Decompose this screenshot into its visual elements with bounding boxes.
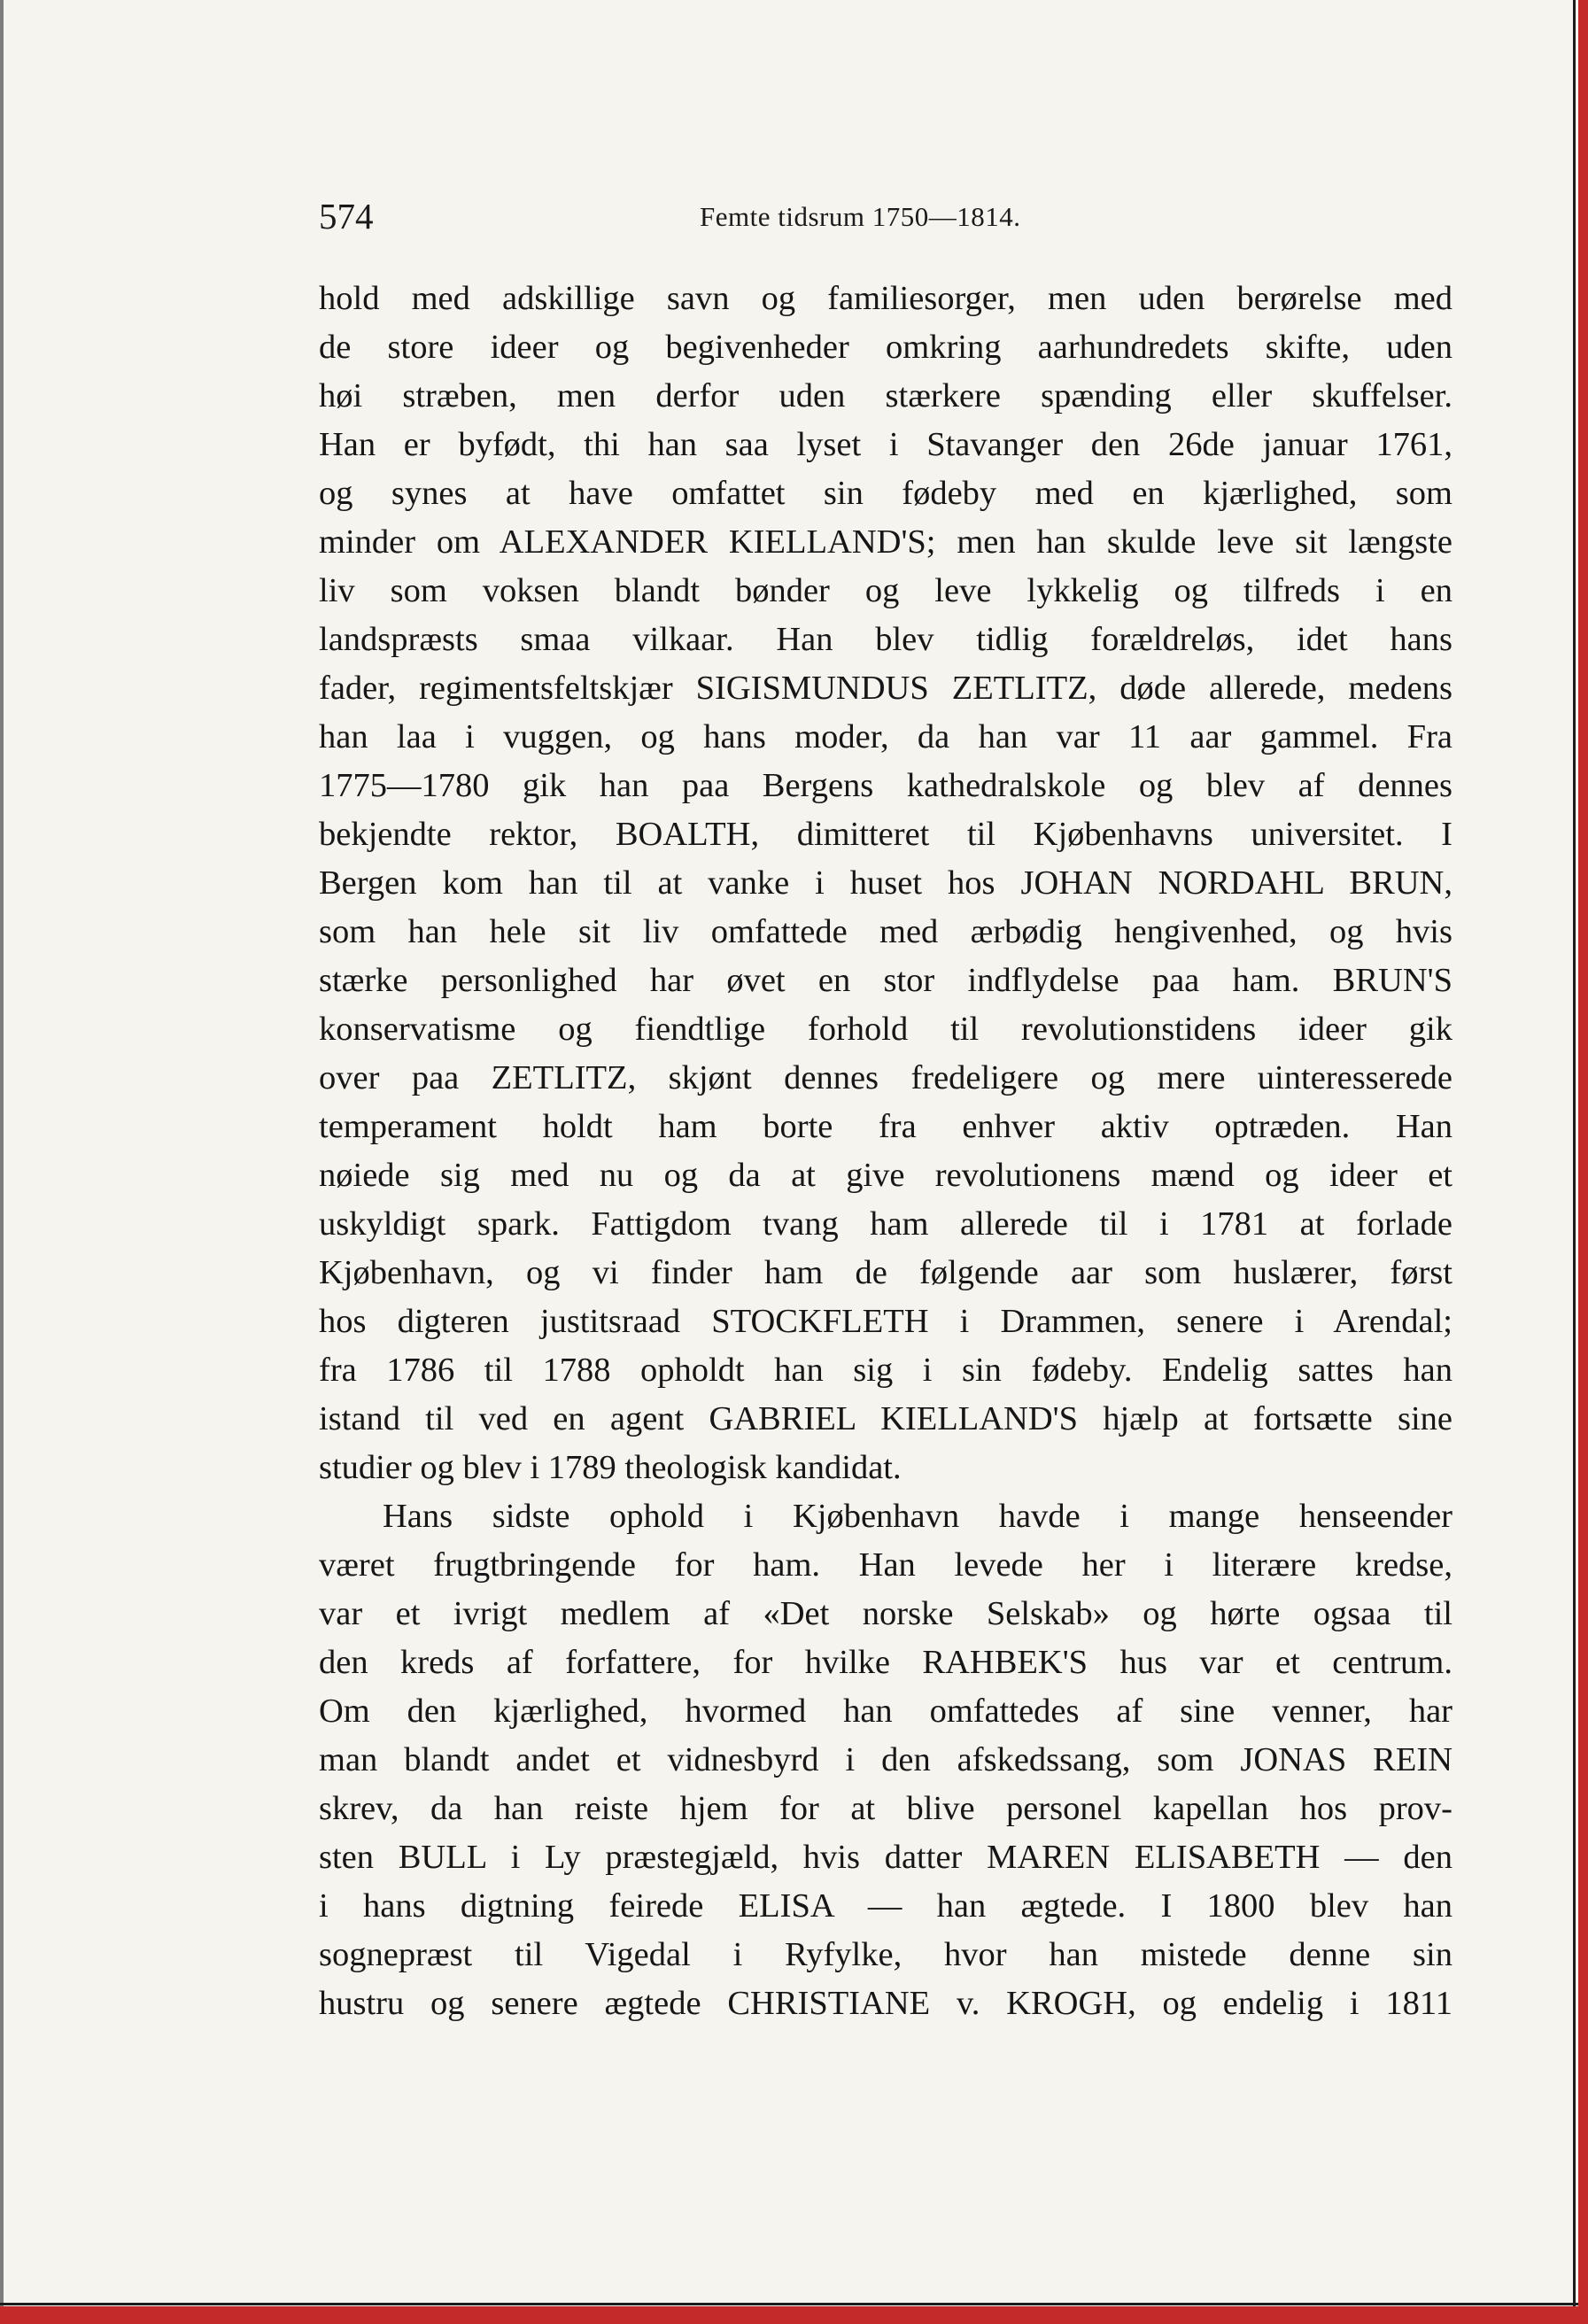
text-line: nøiede sig med nu og da at give revolutionens mænd og ideer et [319,1157,1452,1194]
running-title: Femte tidsrum 1750—1814. [700,201,1021,232]
text-line: 1775—1780 gik han paa Bergens kathedralskole og blev af dennes [319,767,1452,804]
text-line: sten BULL i Ly præstegjæld, hvis datter MAREN ELISABETH — den [319,1839,1452,1876]
text-line: de store ideer og begivenheder omkring aarhundredets skifte, uden [319,329,1452,366]
text-line: hold med adskillige savn og familiesorger, men uden berørelse med [319,280,1452,317]
paragraph-2 [319,1492,1452,2028]
text-line: istand til ved en agent GABRIEL KIELLAND'S hjælp at fortsætte sine [319,1400,1452,1437]
text-line: sognepræst til Vigedal i Ryfylke, hvor han mistede denne sin [319,1936,1452,1973]
text-line: Bergen kom han til at vanke i huset hos JOHAN NORDAHL BRUN, [319,864,1452,902]
text-line: og synes at have omfattet sin fødeby med en kjærlighed, som [319,475,1452,512]
text-line: liv som voksen blandt bønder og leve lykkelig og tilfreds i en [319,572,1452,609]
text-line: konservatisme og fiendtlige forhold til revolutionstidens ideer gik [319,1011,1452,1048]
text-line: Hans sidste ophold i Kjøbenhavn havde i mange henseender [383,1498,1452,1535]
text-line: fra 1786 til 1788 opholdt han sig i sin fødeby. Endelig sattes han [319,1352,1452,1389]
body-text [319,275,1452,2028]
text-line: Om den kjærlighed, hvormed han omfattedes af sine venner, har [319,1693,1452,1730]
text-line: fader, regimentsfeltskjær SIGISMUNDUS ZETLITZ, døde allerede, medens [319,670,1452,707]
page-header [319,190,1452,243]
text-line: landspræsts smaa vilkaar. Han blev tidlig forældreløs, idet hans [319,621,1452,658]
text-line: studier og blev i 1789 theologisk kandidat. [319,1449,902,1486]
paragraph-1 [319,275,1452,1492]
text-line: uskyldigt spark. Fattigdom tvang ham allerede til i 1781 at forlade [319,1205,1452,1243]
page-left-shadow [0,0,4,2306]
text-line: i hans digtning feirede ELISA — han ægtede. I 1800 blev han [319,1887,1452,1925]
text-line: han laa i vuggen, og hans moder, da han var 11 aar gammel. Fra [319,718,1452,755]
text-line: stærke personlighed har øvet en stor indflydelse paa ham. BRUN'S [319,962,1452,999]
text-line: skrev, da han reiste hjem for at blive personel kapellan hos prov- [319,1790,1452,1827]
text-line: været frugtbringende for ham. Han levede her i literære kredse, [319,1546,1452,1584]
text-line: Han er byfødt, thi han saa lyset i Stavanger den 26de januar 1761, [319,426,1452,463]
page-bottom-edge [0,2306,1588,2324]
text-line: Kjøbenhavn, og vi finder ham de følgende aar som huslærer, først [319,1254,1452,1291]
text-line: høi stræben, men derfor uden stærkere spænding eller skuffelser. [319,377,1452,414]
text-line: temperament holdt ham borte fra enhver aktiv optræden. Han [319,1108,1452,1145]
text-line: minder om ALEXANDER KIELLAND'S; men han skulde leve sit længste [319,523,1452,561]
text-line: som han hele sit liv omfattede med ærbødig hengivenhed, og hvis [319,913,1452,950]
page-right-edge [1578,0,1588,2324]
text-line: hos digteren justitsraad STOCKFLETH i Drammen, senere i Arendal; [319,1303,1452,1340]
text-line: var et ivrigt medlem af «Det norske Selskab» og hørte ogsaa til [319,1595,1452,1632]
text-line: den kreds af forfattere, for hvilke RAHBEK'S hus var et centrum. [319,1644,1452,1681]
text-line: man blandt andet et vidnesbyrd i den afskedssang, som JONAS REIN [319,1741,1452,1778]
text-line: hustru og senere ægtede CHRISTIANE v. KROGH, og endelig i 1811 [319,1985,1452,2022]
page-bottom-border [0,2303,1578,2305]
text-line: over paa ZETLITZ, skjønt dennes fredeligere og mere uinteresserede [319,1059,1452,1096]
text-line: bekjendte rektor, BOALTH, dimitteret til Kjøbenhavns universitet. I [319,816,1452,853]
page-number: 574 [319,196,374,236]
page-right-border [1573,0,1576,2324]
